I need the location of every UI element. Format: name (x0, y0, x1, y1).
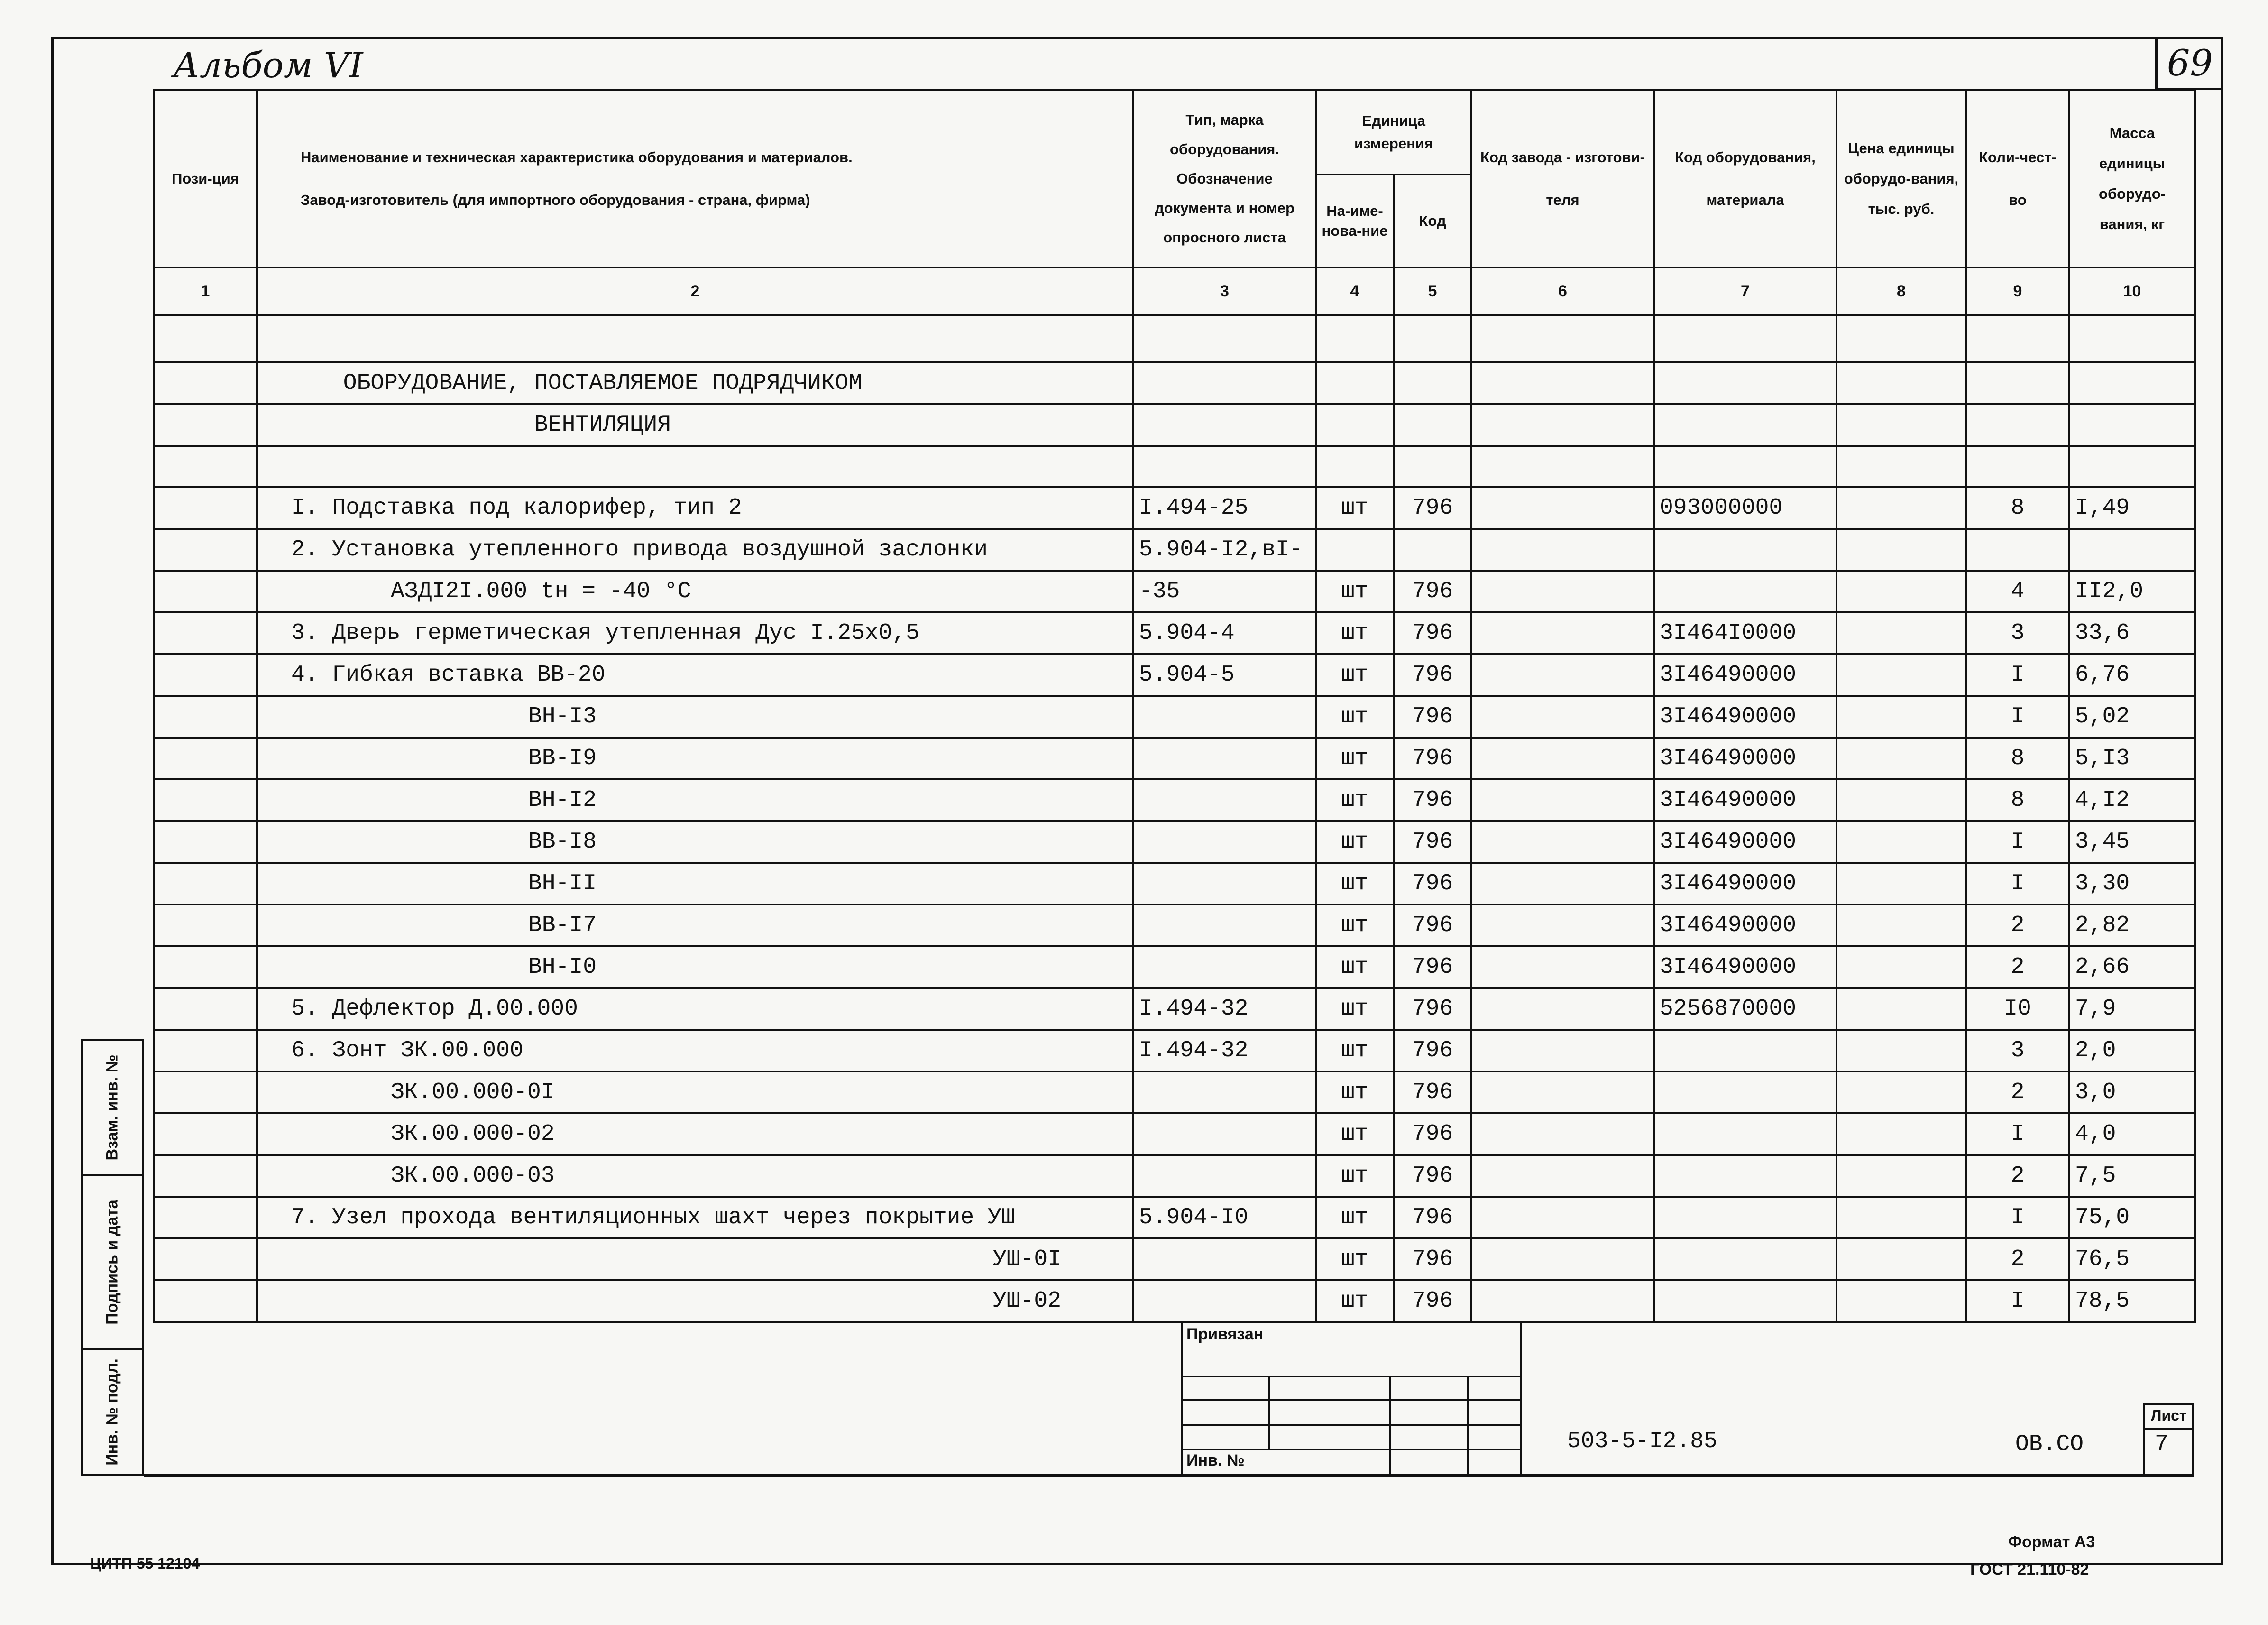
specification-table (153, 89, 2196, 1323)
name-cell: 5. Дефлектор Д.00.000 (257, 988, 1133, 1030)
type-cell: 5.904-I2,вI- (1133, 529, 1316, 571)
equipment-code-cell (1654, 529, 1836, 571)
stamp-line (1467, 1376, 1469, 1476)
unit-cell (1316, 529, 1394, 571)
unit-code-cell: 796 (1394, 905, 1471, 946)
table-row (154, 654, 2195, 696)
table-row (154, 821, 2195, 863)
name-cell: ЗК.00.000-0I (257, 1071, 1133, 1113)
price-cell (1836, 612, 1966, 654)
type-cell (1133, 1280, 1316, 1322)
table-row (154, 571, 2195, 612)
plant-code-cell (1471, 946, 1654, 988)
mass-cell: II2,0 (2069, 571, 2195, 612)
price-cell (1836, 863, 1966, 905)
footer-standard: ГОСТ 21.110-82 (1970, 1560, 2089, 1579)
equipment-code-cell: 093000000 (1654, 487, 1836, 529)
mass-cell: 3,45 (2069, 821, 2195, 863)
stamp-line (1183, 1376, 1520, 1377)
quantity-cell: I (1966, 654, 2069, 696)
equipment-code-cell: 3I46490000 (1654, 696, 1836, 738)
position-cell (154, 946, 257, 988)
header-plant-code: Код завода - изготови-теля (1471, 90, 1654, 268)
unit-cell: шт (1316, 821, 1394, 863)
section-subtitle: ВЕНТИЛЯЦИЯ (257, 404, 1133, 446)
position-cell (154, 738, 257, 779)
equipment-code-cell (1654, 1155, 1836, 1197)
unit-cell: шт (1316, 779, 1394, 821)
type-cell (1133, 779, 1316, 821)
quantity-cell: 2 (1966, 905, 2069, 946)
unit-cell: шт (1316, 905, 1394, 946)
table-row-section (154, 362, 2195, 404)
type-cell (1133, 1238, 1316, 1280)
stamp-line (1183, 1424, 1520, 1426)
price-cell (1836, 529, 1966, 571)
table-row (154, 946, 2195, 988)
position-cell (154, 1071, 257, 1113)
position-cell (154, 654, 257, 696)
quantity-cell: 4 (1966, 571, 2069, 612)
quantity-cell: 3 (1966, 612, 2069, 654)
position-cell (154, 612, 257, 654)
unit-cell: шт (1316, 863, 1394, 905)
name-cell: I. Подставка под калорифер, тип 2 (257, 487, 1133, 529)
type-cell: I.494-32 (1133, 988, 1316, 1030)
drawing-bottom-line (144, 1474, 2194, 1477)
equipment-code-cell (1654, 1197, 1836, 1238)
type-cell (1133, 905, 1316, 946)
mass-cell: 78,5 (2069, 1280, 2195, 1322)
header-name (257, 90, 1133, 268)
position-cell (154, 1155, 257, 1197)
mass-cell: 4,0 (2069, 1113, 2195, 1155)
name-cell: ВВ-I7 (257, 905, 1133, 946)
stamp-original-inv: Инв. № подл. (81, 1348, 144, 1476)
unit-cell: шт (1316, 696, 1394, 738)
type-cell (1133, 863, 1316, 905)
price-cell (1836, 1113, 1966, 1155)
price-cell (1836, 1280, 1966, 1322)
name-cell: УШ-0I (257, 1238, 1133, 1280)
unit-code-cell: 796 (1394, 821, 1471, 863)
unit-cell: шт (1316, 946, 1394, 988)
price-cell (1836, 779, 1966, 821)
table-row (154, 905, 2195, 946)
table-row (154, 863, 2195, 905)
table-row (154, 988, 2195, 1030)
page-number-box (2155, 39, 2222, 90)
position-cell (154, 821, 257, 863)
equipment-code-cell: 3I46490000 (1654, 779, 1836, 821)
type-cell: 5.904-4 (1133, 612, 1316, 654)
unit-code-cell: 796 (1394, 571, 1471, 612)
quantity-cell: 8 (1966, 738, 2069, 779)
unit-cell: шт (1316, 1280, 1394, 1322)
name-cell: 4. Гибкая вставка ВВ-20 (257, 654, 1133, 696)
name-cell: ВВ-I8 (257, 821, 1133, 863)
unit-code-cell (1394, 529, 1471, 571)
plant-code-cell (1471, 487, 1654, 529)
unit-cell: шт (1316, 487, 1394, 529)
stamp-line (1183, 1399, 1520, 1401)
header-unit-group: Единица измерения (1316, 90, 1471, 175)
plant-code-cell (1471, 696, 1654, 738)
sheet-divider (2145, 1428, 2192, 1430)
plant-code-cell (1471, 821, 1654, 863)
header-price: Цена единицы оборудо-вания, тыс. руб. (1836, 90, 1966, 268)
equipment-code-cell (1654, 1238, 1836, 1280)
equipment-code-cell (1654, 1071, 1836, 1113)
unit-cell: шт (1316, 571, 1394, 612)
unit-cell: шт (1316, 654, 1394, 696)
unit-code-cell: 796 (1394, 696, 1471, 738)
unit-code-cell: 796 (1394, 1238, 1471, 1280)
unit-code-cell: 796 (1394, 988, 1471, 1030)
table-row (154, 529, 2195, 571)
quantity-cell (1966, 529, 2069, 571)
unit-code-cell: 796 (1394, 1071, 1471, 1113)
position-cell (154, 487, 257, 529)
unit-cell: шт (1316, 1197, 1394, 1238)
position-cell (154, 863, 257, 905)
unit-code-cell: 796 (1394, 1197, 1471, 1238)
unit-cell: шт (1316, 612, 1394, 654)
header-quantity: Коли-чест-во (1966, 90, 2069, 268)
position-cell (154, 905, 257, 946)
type-cell (1133, 738, 1316, 779)
plant-code-cell (1471, 1238, 1654, 1280)
type-cell (1133, 1113, 1316, 1155)
designation: 503-5-I2.85 (1567, 1429, 1717, 1454)
header-name-line2: Завод-изготовитель (для импортного оборудования - страна, фирма) (301, 192, 810, 208)
plant-code-cell (1471, 863, 1654, 905)
mass-cell: 6,76 (2069, 654, 2195, 696)
quantity-cell: I0 (1966, 988, 2069, 1030)
position-cell (154, 529, 257, 571)
quantity-cell: 2 (1966, 1238, 2069, 1280)
equipment-code-cell: 3I46490000 (1654, 946, 1836, 988)
plant-code-cell (1471, 738, 1654, 779)
type-cell: 5.904-I0 (1133, 1197, 1316, 1238)
equipment-code-cell: 3I464I0000 (1654, 612, 1836, 654)
equipment-code-cell: 3I46490000 (1654, 905, 1836, 946)
plant-code-cell (1471, 612, 1654, 654)
name-cell: ЗК.00.000-03 (257, 1155, 1133, 1197)
table-row (154, 487, 2195, 529)
equipment-code-cell (1654, 1030, 1836, 1071)
unit-cell: шт (1316, 738, 1394, 779)
unit-code-cell: 796 (1394, 779, 1471, 821)
type-cell: 5.904-5 (1133, 654, 1316, 696)
type-cell (1133, 1155, 1316, 1197)
mass-cell: 3,30 (2069, 863, 2195, 905)
inv-label: Инв. № (1186, 1451, 1245, 1469)
mass-cell: 2,0 (2069, 1030, 2195, 1071)
name-cell: 2. Установка утепленного привода воздушной заслонки (257, 529, 1133, 571)
header-equipment-code: Код оборудования, материала (1654, 90, 1836, 268)
type-cell: -35 (1133, 571, 1316, 612)
name-cell: ВВ-I9 (257, 738, 1133, 779)
table-row (154, 779, 2195, 821)
quantity-cell: I (1966, 821, 2069, 863)
mass-cell: 7,5 (2069, 1155, 2195, 1197)
stamp-line (1389, 1376, 1391, 1476)
name-cell: АЗДI2I.000 tн = -40 °C (257, 571, 1133, 612)
unit-code-cell: 796 (1394, 863, 1471, 905)
unit-cell: шт (1316, 1155, 1394, 1197)
table-row (154, 1280, 2195, 1322)
plant-code-cell (1471, 529, 1654, 571)
equipment-code-cell: 3I46490000 (1654, 654, 1836, 696)
attached-label: Привязан (1186, 1325, 1264, 1343)
column-number: 9 (1966, 268, 2069, 315)
name-cell: УШ-02 (257, 1280, 1133, 1322)
table-row (154, 738, 2195, 779)
section-title: ОБОРУДОВАНИЕ, ПОСТАВЛЯЕМОЕ ПОДРЯДЧИКОМ (257, 362, 1133, 404)
quantity-cell: I (1966, 696, 2069, 738)
sheet-label: Лист (2151, 1407, 2187, 1424)
quantity-cell: 2 (1966, 946, 2069, 988)
type-cell (1133, 821, 1316, 863)
unit-code-cell: 796 (1394, 1113, 1471, 1155)
quantity-cell: 8 (1966, 779, 2069, 821)
table-row-section (154, 404, 2195, 446)
plant-code-cell (1471, 1113, 1654, 1155)
equipment-code-cell (1654, 1280, 1836, 1322)
price-cell (1836, 946, 1966, 988)
footer-left: ЦИТП 55 12104 (90, 1555, 200, 1572)
table-row (154, 1155, 2195, 1197)
plant-code-cell (1471, 571, 1654, 612)
name-cell: ВН-II (257, 863, 1133, 905)
mass-cell: I,49 (2069, 487, 2195, 529)
column-number: 6 (1471, 268, 1654, 315)
album-label: Альбом VI (173, 45, 363, 86)
plant-code-cell (1471, 1280, 1654, 1322)
stamp-line (1183, 1449, 1520, 1450)
price-cell (1836, 821, 1966, 863)
name-cell: ВН-I2 (257, 779, 1133, 821)
table-row (154, 1071, 2195, 1113)
column-number: 4 (1316, 268, 1394, 315)
table-row (154, 1030, 2195, 1071)
price-cell (1836, 1071, 1966, 1113)
plant-code-cell (1471, 654, 1654, 696)
header-unit-name: На-име-нова-ние (1316, 175, 1394, 268)
type-cell (1133, 696, 1316, 738)
position-cell (154, 1030, 257, 1071)
header-mass: Масса единицы оборудо-вания, кг (2069, 90, 2195, 268)
specification-body (154, 315, 2195, 1322)
position-cell (154, 779, 257, 821)
column-number: 1 (154, 268, 257, 315)
plant-code-cell (1471, 779, 1654, 821)
plant-code-cell (1471, 1030, 1654, 1071)
page-number: 69 (2167, 42, 2213, 84)
quantity-cell: 3 (1966, 1030, 2069, 1071)
table-row (154, 1197, 2195, 1238)
table-row-empty (154, 446, 2195, 487)
plant-code-cell (1471, 1071, 1654, 1113)
position-cell (154, 1113, 257, 1155)
table-row (154, 612, 2195, 654)
mass-cell: 5,I3 (2069, 738, 2195, 779)
stamp-line (1268, 1376, 1270, 1449)
unit-cell: шт (1316, 1071, 1394, 1113)
position-cell (154, 1280, 257, 1322)
column-number: 2 (257, 268, 1133, 315)
equipment-code-cell (1654, 1113, 1836, 1155)
sheet-number: 7 (2155, 1431, 2168, 1457)
position-cell (154, 1197, 257, 1238)
type-cell: I.494-32 (1133, 1030, 1316, 1071)
mass-cell: 3,0 (2069, 1071, 2195, 1113)
stamp-replaced-inv: Взам. инв. № (81, 1039, 144, 1176)
table-row-empty (154, 315, 2195, 362)
name-cell: 6. Зонт ЗК.00.000 (257, 1030, 1133, 1071)
mass-cell: 7,9 (2069, 988, 2195, 1030)
unit-cell: шт (1316, 1238, 1394, 1280)
price-cell (1836, 1030, 1966, 1071)
header-unit-code: Код (1394, 175, 1471, 268)
equipment-code-cell: 3I46490000 (1654, 738, 1836, 779)
price-cell (1836, 738, 1966, 779)
mass-cell (2069, 529, 2195, 571)
plant-code-cell (1471, 1197, 1654, 1238)
quantity-cell: I (1966, 1280, 2069, 1322)
name-cell: ВН-I0 (257, 946, 1133, 988)
column-numbers-row (154, 268, 2195, 315)
price-cell (1836, 696, 1966, 738)
type-cell (1133, 946, 1316, 988)
footer-format: Формат А3 (2008, 1533, 2095, 1551)
mass-cell: 2,66 (2069, 946, 2195, 988)
quantity-cell: I (1966, 863, 2069, 905)
equipment-code-cell: 3I46490000 (1654, 821, 1836, 863)
unit-cell: шт (1316, 988, 1394, 1030)
attachment-stamp (1181, 1321, 1522, 1476)
plant-code-cell (1471, 988, 1654, 1030)
column-number: 8 (1836, 268, 1966, 315)
column-number: 3 (1133, 268, 1316, 315)
unit-cell: шт (1316, 1113, 1394, 1155)
quantity-cell: I (1966, 1113, 2069, 1155)
quantity-cell: 2 (1966, 1071, 2069, 1113)
table-row (154, 696, 2195, 738)
mass-cell: 76,5 (2069, 1238, 2195, 1280)
price-cell (1836, 988, 1966, 1030)
unit-cell: шт (1316, 1030, 1394, 1071)
table-row (154, 1238, 2195, 1280)
mass-cell: 5,02 (2069, 696, 2195, 738)
position-cell (154, 1238, 257, 1280)
unit-code-cell: 796 (1394, 612, 1471, 654)
plant-code-cell (1471, 905, 1654, 946)
plant-code-cell (1471, 1155, 1654, 1197)
mass-cell: 75,0 (2069, 1197, 2195, 1238)
price-cell (1836, 905, 1966, 946)
price-cell (1836, 1197, 1966, 1238)
position-cell (154, 571, 257, 612)
name-cell: 7. Узел прохода вентиляционных шахт через покрытие УШ (257, 1197, 1133, 1238)
name-cell: ЗК.00.000-02 (257, 1113, 1133, 1155)
price-cell (1836, 1238, 1966, 1280)
type-cell: I.494-25 (1133, 487, 1316, 529)
position-cell (154, 988, 257, 1030)
header-position: Пози-ция (154, 90, 257, 268)
header-type: Тип, марка оборудования. Обозначение документа и номер опросного листа (1133, 90, 1316, 268)
name-cell: 3. Дверь герметическая утепленная Дус I.25х0,5 (257, 612, 1133, 654)
position-cell (154, 696, 257, 738)
price-cell (1836, 487, 1966, 529)
quantity-cell: 8 (1966, 487, 2069, 529)
quantity-cell: 2 (1966, 1155, 2069, 1197)
column-number: 5 (1394, 268, 1471, 315)
header-name-line1: Наименование и техническая характеристика оборудования и материалов. (301, 149, 853, 166)
mass-cell: 33,6 (2069, 612, 2195, 654)
equipment-code-cell: 5256870000 (1654, 988, 1836, 1030)
column-number: 10 (2069, 268, 2195, 315)
sheet-box (2143, 1403, 2194, 1476)
price-cell (1836, 1155, 1966, 1197)
price-cell (1836, 571, 1966, 612)
unit-code-cell: 796 (1394, 654, 1471, 696)
unit-code-cell: 796 (1394, 946, 1471, 988)
column-number: 7 (1654, 268, 1836, 315)
type-cell (1133, 1071, 1316, 1113)
price-cell (1836, 654, 1966, 696)
stamp-signature-date: Подпись и дата (81, 1174, 144, 1350)
unit-code-cell: 796 (1394, 487, 1471, 529)
unit-code-cell: 796 (1394, 738, 1471, 779)
equipment-code-cell: 3I46490000 (1654, 863, 1836, 905)
unit-code-cell: 796 (1394, 1280, 1471, 1322)
mass-cell: 2,82 (2069, 905, 2195, 946)
unit-code-cell: 796 (1394, 1155, 1471, 1197)
equipment-code-cell (1654, 571, 1836, 612)
quantity-cell: I (1966, 1197, 2069, 1238)
mass-cell: 4,I2 (2069, 779, 2195, 821)
unit-code-cell: 796 (1394, 1030, 1471, 1071)
table-row (154, 1113, 2195, 1155)
name-cell: ВН-I3 (257, 696, 1133, 738)
doc-code: ОВ.СО (2015, 1431, 2084, 1457)
